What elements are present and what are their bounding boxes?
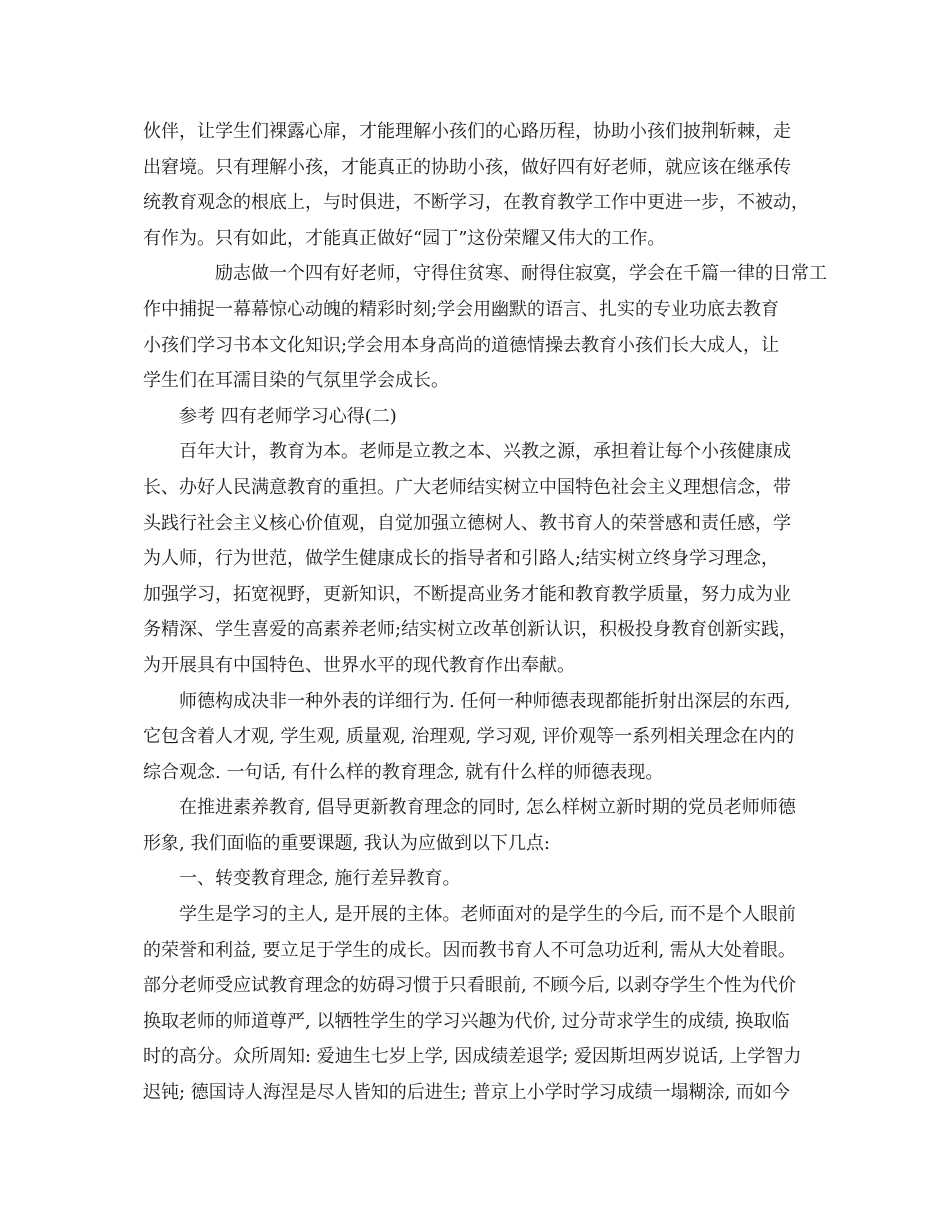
- text-line: 务精深、学生喜爱的高素养老师;结实树立改革创新认识，积极投身教育创新实践，: [143, 619, 798, 641]
- document-body: [143, 114, 827, 1111]
- text-line: 一、转变教育理念, 施行差异教育。: [179, 868, 461, 890]
- text-line: 它包含着人才观, 学生观, 质量观, 治理观, 学习观, 评价观等一系列相关理念在内的: [143, 726, 795, 748]
- text-line: 伙伴，让学生们裸露心扉，才能理解小孩们的心路历程，协助小孩们披荆斩棘，走: [143, 121, 791, 142]
- paragraph: [143, 434, 823, 683]
- text-line: 学生是学习的主人, 是开展的主体。老师面对的是学生的今后, 而不是个人眼前: [179, 904, 796, 926]
- text-line: 时的高分。众所周知: 爱迪生七岁上学, 因成绩差退学; 爱因斯坦两岁说话, 上学智力: [143, 1046, 802, 1068]
- text-line: 学生们在耳濡目染的气氛里学会成长。: [143, 370, 449, 392]
- paragraph: [143, 897, 823, 1111]
- text-line: 在推进素养教育, 倡导更新教育理念的同时, 怎么样树立新时期的党员老师师德: [179, 797, 796, 819]
- text-line: 励志做一个四有好老师，守得住贫寒、耐得住寂寞，学会在千篇一律的日常工: [215, 263, 827, 285]
- paragraph: [143, 790, 823, 861]
- text-line: 百年大计，教育为本。老师是立教之本、兴教之源，承担着让每个小孩健康成: [179, 441, 791, 463]
- text-line: 部分老师受应试教育理念的妨碍习惯于只看眼前, 不顾今后, 以剥夺学生个性为代价: [143, 975, 796, 997]
- text-line: 综合观念. 一句话, 有什么样的教育理念, 就有什么样的师德表现。: [143, 761, 664, 783]
- paragraph-continuation: [143, 114, 823, 256]
- text-line: 作中捕捉一幕幕惊心动魄的精彩时刻;学会用幽默的语言、扎实的专业功底去教育: [143, 298, 780, 320]
- paragraph: [143, 861, 823, 897]
- heading-text: 参考 四有老师学习心得(二): [179, 405, 397, 427]
- text-line: 加强学习，拓宽视野，更新知识，不断提高业务才能和教育教学质量，努力成为业: [143, 583, 791, 605]
- text-line: 出窘境。只有理解小孩，才能真正的协助小孩，做好四有好老师，就应该在继承传: [143, 156, 791, 178]
- paragraph: [143, 256, 827, 398]
- paragraph: [143, 684, 823, 791]
- text-line: 的荣誉和利益, 要立足于学生的成长。因而教书育人不可急功近利, 需从大处着眼。: [143, 939, 796, 961]
- text-line: 头践行社会主义核心价值观，自觉加强立德树人、教书育人的荣誉感和责任感，学: [143, 512, 791, 534]
- text-line: 为人师，行为世范，做学生健康成长的指导者和引路人;结实树立终身学习理念，: [143, 548, 780, 570]
- text-line: 统教育观念的根底上，与时俱进，不断学习，在教育教学工作中更进一步，不被动，: [143, 192, 809, 214]
- text-line: 师德构成决非一种外表的详细行为. 任何一种师德表现都能折射出深层的东西,: [179, 690, 791, 712]
- text-line: 小孩们学习书本文化知识;学会用本身高尚的道德情操去教育小孩们长大成人，让: [143, 334, 780, 356]
- text-line: 形象, 我们面临的重要课题, 我认为应做到以下几点:: [143, 832, 550, 854]
- text-line: 迟钝; 德国诗人海涅是尽人皆知的后进生; 普京上小学时学习成绩一塌糊涂, 而如今: [143, 1082, 791, 1104]
- text-line: 换取老师的师道尊严, 以牺牲学生的学习兴趣为代价, 过分苛求学生的成绩, 换取临: [143, 1010, 790, 1032]
- section-heading: [143, 399, 823, 435]
- text-line: 有作为。只有如此，才能真正做好“园丁”这份荣耀又伟大的工作。: [143, 227, 666, 249]
- text-line: 为开展具有中国特色、世界水平的现代教育作出奉献。: [143, 654, 575, 676]
- text-line: 长、办好人民满意教育的重担。广大老师结实树立中国特色社会主义理想信念，带: [143, 476, 791, 498]
